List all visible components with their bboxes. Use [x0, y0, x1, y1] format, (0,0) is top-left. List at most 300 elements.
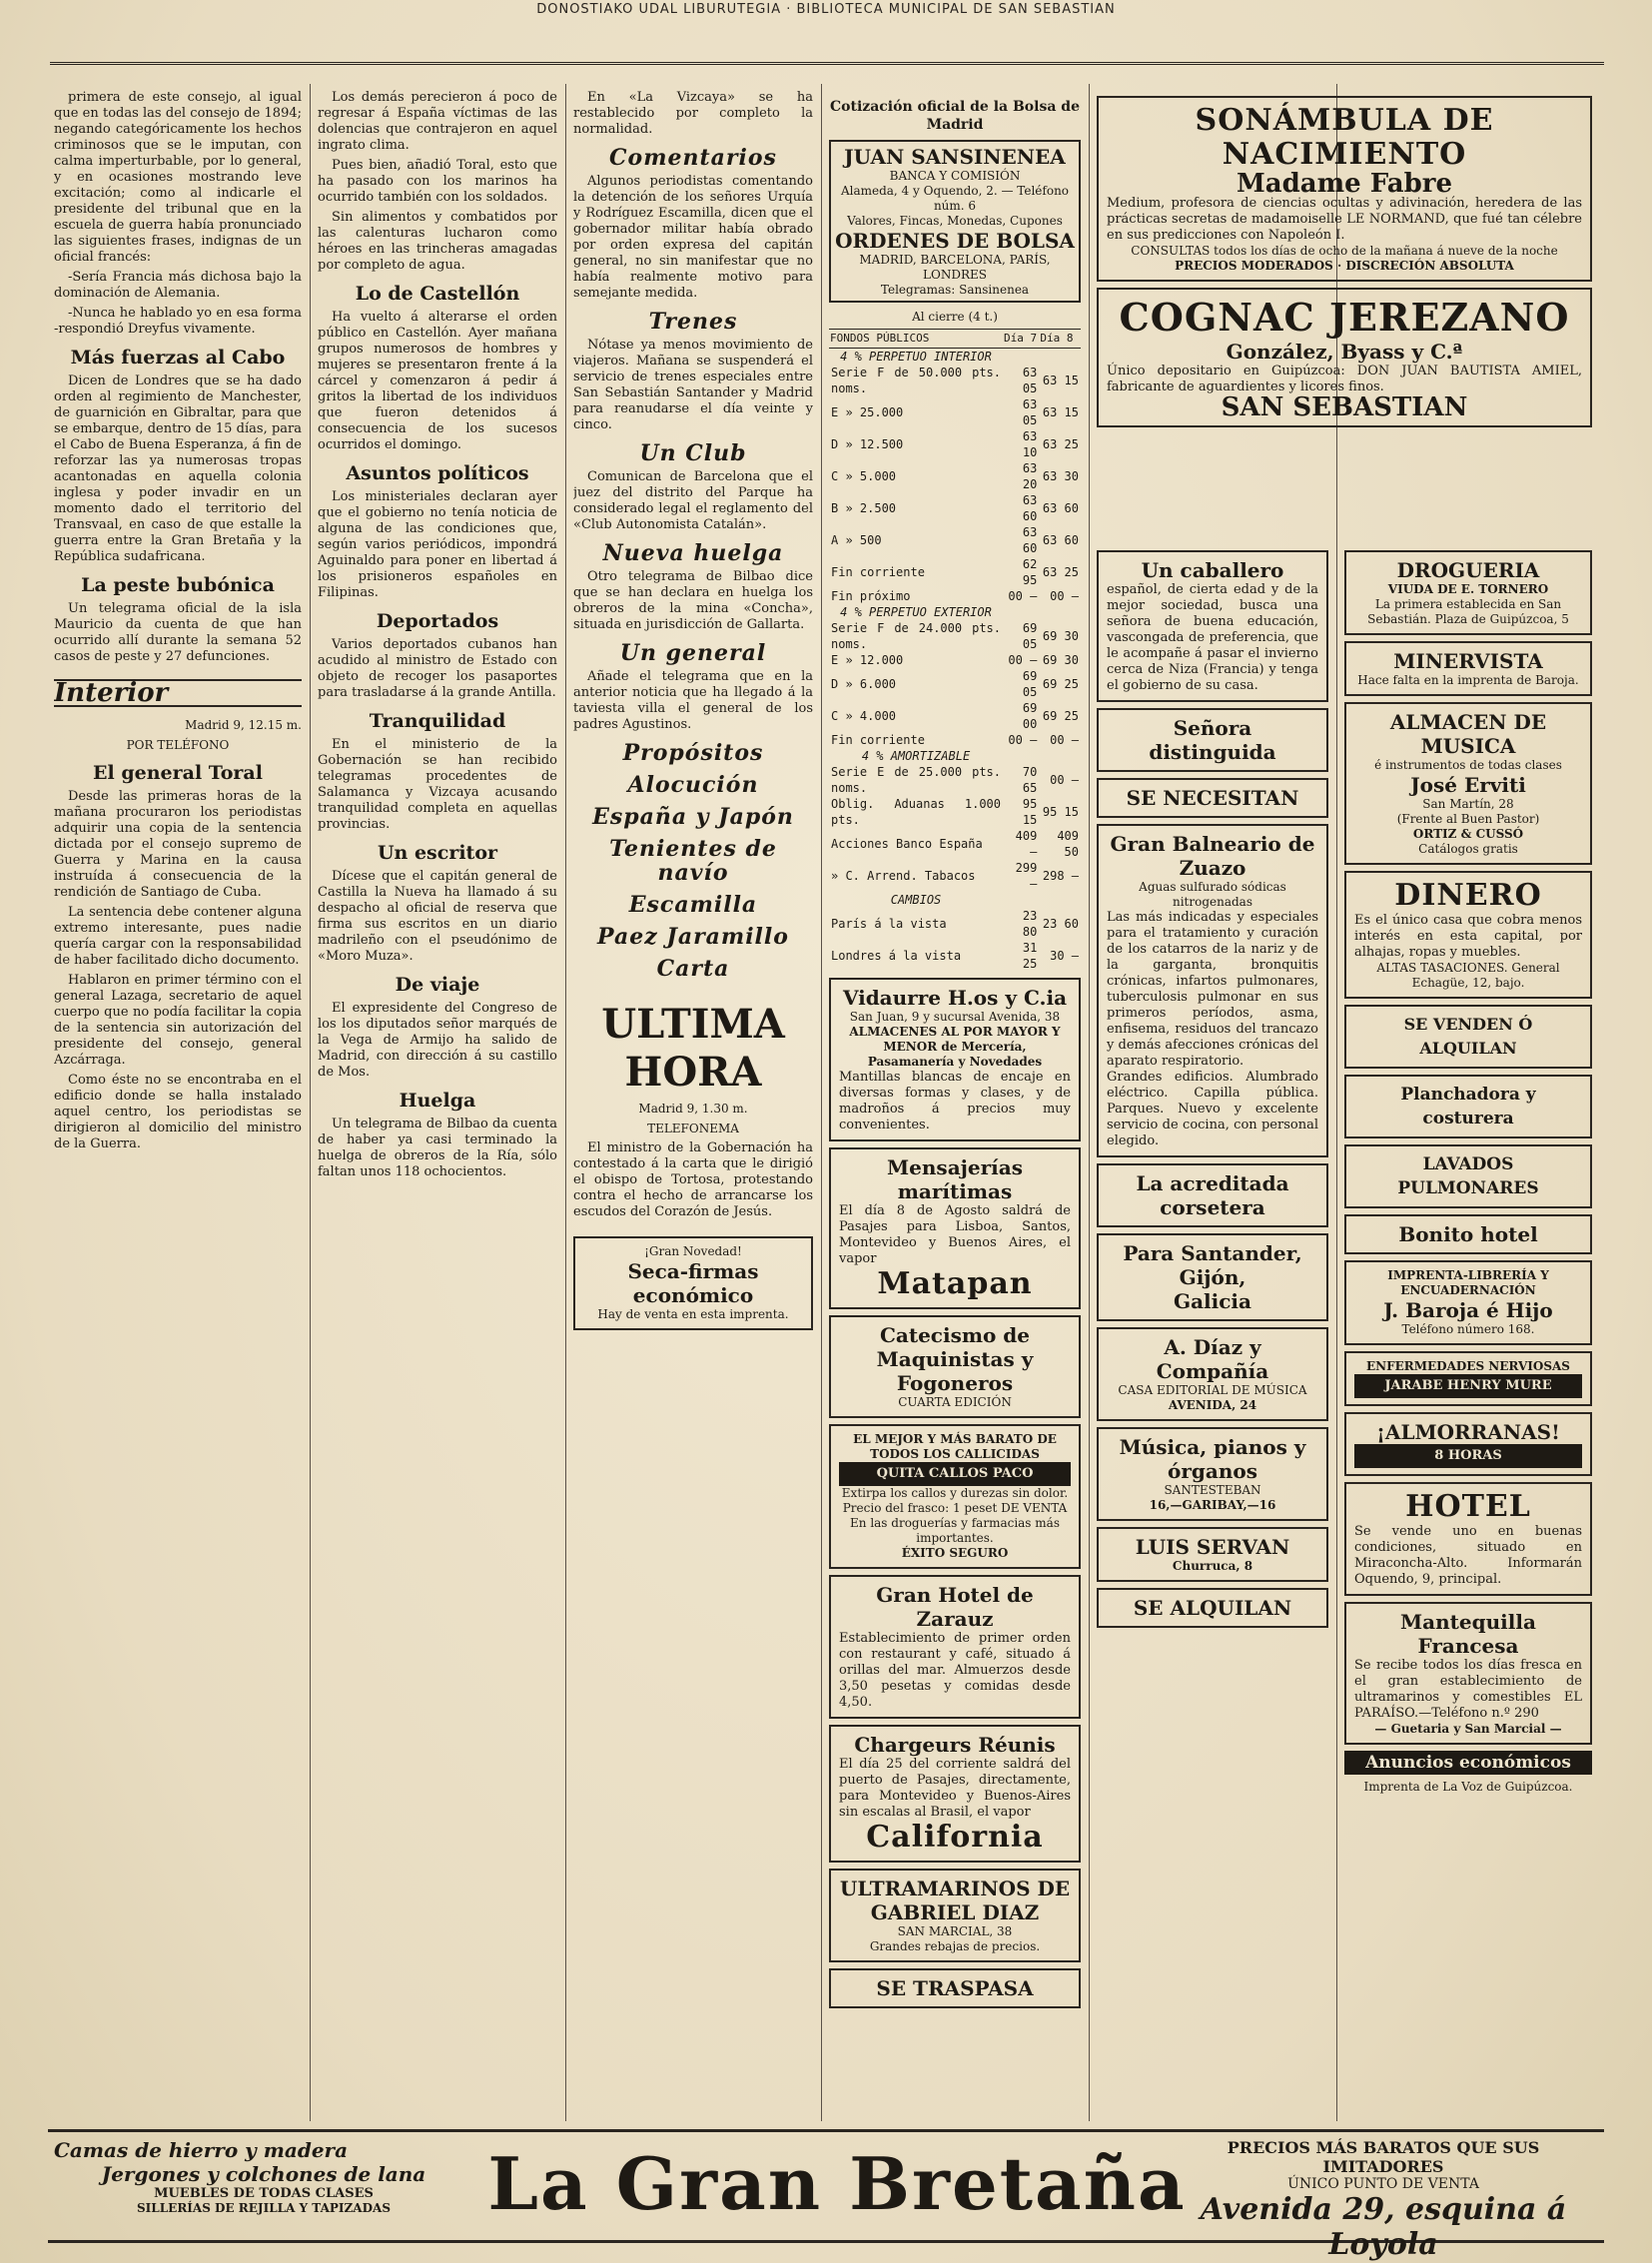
headline: Deportados	[376, 610, 499, 632]
table-cell: 4 % PERPETUO EXTERIOR	[840, 605, 992, 619]
ad-address: AVENIDA, 24	[1168, 1398, 1257, 1412]
dateline: POR TELÉFONO	[126, 738, 230, 752]
column-rule	[310, 84, 311, 2121]
ad-sansinenea	[829, 140, 1081, 303]
ad-body: Se vende uno en buenas condiciones, situado en Miraconcha-Alto. Informarán Oquendo, 9, principal.	[1354, 1524, 1582, 1587]
ad-title: LAVADOS PULMONARES	[1397, 1154, 1539, 1198]
article-text: Hablaron en primer término con el general Lazaga, secretario de aquel cuerpo que no podía facilitar la copia de la sentencia sin autorización del presidente del consejo, general Azcárraga.	[54, 973, 302, 1068]
ad-catecismo	[829, 1315, 1081, 1418]
headline: Tranquilidad	[369, 710, 506, 732]
article-text: Dicen de Londres que se ha dado orden al regimiento de Manchester, de guarnición en Gibraltar, para que se embarque, dentro de 15 días, para el Cabo de Buena Esperanza, á fin de reforzar las ya numerosas tropas acantonadas en aquella colonia inglesa y poder invadir en un momento dado el territorio del Transvaal, en caso de que estalle la guerra entre la Gran Bretaña y la República sudafricana.	[54, 374, 302, 564]
ad-lavados	[1344, 1144, 1592, 1208]
headline: Nueva huelga	[602, 540, 784, 566]
ad-body: Único depositario en Guipúzcoa: DON JUAN BAUTISTA AMIEL, fabricante de aguardientes y licores finos.	[1107, 364, 1582, 394]
article-text: Un telegrama de Bilbao da cuenta de haber ya casi terminado la huelga de obreros de la Ría, sólo faltan unos 118 ochocientos.	[318, 1117, 557, 1179]
headline: Un general	[619, 640, 767, 666]
ad-body: Hace falta en la imprenta de Baroja.	[1357, 673, 1579, 687]
table-cell: 69 30	[1042, 629, 1079, 643]
table-cell: 00 —	[1008, 733, 1038, 747]
ad-body: CUARTA EDICIÓN	[898, 1395, 1012, 1409]
ad-jarabe	[1344, 1351, 1592, 1406]
ad-title: Señora distinguida	[1149, 716, 1276, 764]
headline: Trenes	[648, 309, 738, 335]
ad-title: Mensajerías marítimas	[887, 1155, 1023, 1203]
top-rule	[50, 62, 1604, 65]
headline: Lo de Castellón	[355, 283, 520, 305]
table-cell: 63 60	[1022, 493, 1038, 523]
ad-vidaurre	[829, 978, 1081, 1141]
ad-body: ALMACENES AL POR MAYOR Y MENOR de Mercería, Pasamanería y Novedades	[849, 1025, 1061, 1069]
article-text: El ministro de la Gobernación ha contestado á la carta que le dirigió el obispo de Tortosa, protestando contra el hecho de arrancarse los escudos del Corazón de Jesús.	[573, 1140, 813, 1219]
ad-corsetera	[1097, 1163, 1328, 1227]
footer-ad-gran-bretana	[48, 2129, 1604, 2262]
dateline: TELEFONEMA	[647, 1122, 739, 1135]
ad-subtitle: González, Byass y C.ª	[1226, 340, 1463, 364]
ad-title: José Erviti	[1410, 773, 1526, 797]
headline: Huelga	[399, 1090, 476, 1112]
table-cell: 63 60	[1042, 533, 1079, 547]
ad-title: LUIS SERVAN	[1135, 1535, 1290, 1559]
ad-dinero	[1344, 871, 1592, 999]
ad-title: Matapan	[877, 1266, 1033, 1301]
ad-mantequilla	[1344, 1602, 1592, 1745]
ad-title: ORDENES DE BOLSA	[835, 229, 1075, 253]
table-cell: Fin corriente	[831, 733, 925, 747]
table-cell: 63 30	[1042, 469, 1079, 483]
table-cell: E » 12.000	[831, 653, 904, 667]
table-cell: 00 —	[1050, 773, 1079, 787]
ad-title: SE VENDEN Ó ALQUILAN	[1403, 1015, 1533, 1058]
table-row	[829, 428, 1081, 460]
footer-line: Avenida 29, esquina á Loyola	[1200, 2192, 1567, 2262]
ad-santesteban	[1097, 1427, 1328, 1521]
headline: La peste bubónica	[81, 574, 275, 596]
article-text: -Sería Francia más dichosa bajo la dominación de Alemania.	[54, 270, 302, 301]
ad-title: DROGUERIA	[1396, 558, 1540, 582]
ad-title: Música, pianos y órganos	[1119, 1435, 1306, 1483]
table-cell: 63 05	[1022, 397, 1038, 427]
ad-body: Alameda, 4 y Oquendo, 2. — Teléfono núm. 6	[840, 184, 1070, 213]
table-cell: C » 5.000	[831, 469, 897, 483]
article-text: Pues bien, añadió Toral, esto que ha pasado con los marinos ha ocurrido también con los soldados.	[318, 158, 557, 205]
ad-body: Telegramas: Sansinenea	[880, 283, 1030, 297]
ad-title: Galicia	[1174, 1289, 1251, 1313]
headline: Alocución	[627, 772, 759, 798]
table-cell	[1003, 748, 1039, 764]
anuncios-economicos-heading: Anuncios económicos	[1344, 1751, 1592, 1775]
ad-quita-callos	[829, 1424, 1081, 1569]
ad-body: español, de cierta edad y de la mejor sociedad, busca una señora de buena educación, vascongada de preferencia, que le acompañe á pasar el invierno cerca de Niza (Francia) y tenga el gobierno de su casa.	[1107, 582, 1318, 693]
table-cell: París á la vista	[831, 917, 947, 931]
table-cell: 63 20	[1022, 461, 1038, 491]
table-cell: 69 05	[1022, 621, 1038, 651]
table-cell: CAMBIOS	[890, 893, 942, 907]
ad-body: Valores, Fincas, Monedas, Cupones	[847, 214, 1063, 228]
table-row	[829, 396, 1081, 428]
ad-traspasa	[829, 1968, 1081, 2008]
table-cell: 409 —	[1015, 829, 1038, 859]
table-row	[829, 349, 1081, 366]
table-row	[829, 732, 1081, 748]
ad-balneario	[1097, 824, 1328, 1157]
table-row	[829, 524, 1081, 556]
table-cell: 31 25	[1022, 941, 1038, 971]
column-2	[318, 90, 557, 2117]
ad-planchadora	[1344, 1075, 1592, 1138]
ad-body: Es el único casa que cobra menos interés en esta capital, por alhajas, ropas y muebles.	[1354, 913, 1582, 960]
table-cell: 69 30	[1042, 653, 1079, 667]
ad-city: SAN SEBASTIAN	[1221, 392, 1468, 422]
ad-title: MINERVISTA	[1393, 649, 1543, 673]
headline: Tenientes de navío	[609, 836, 777, 886]
ad-body: Se recibe todos los días fresca en el gran establecimiento de ultramarinos y comestibles EL PARAÍSO.—Teléfono n.º 290	[1354, 1658, 1582, 1721]
table-row	[829, 588, 1081, 604]
table-cell: Serie F de 50.000 pts. noms.	[831, 366, 1001, 395]
ad-body: CONSULTAS todos los días de ocho de la mañana á nueve de la noche	[1131, 244, 1558, 258]
ad-body: Establecimiento de primer orden con restaurant y café, situado á orillas del mar. Almuerzos desde 3,50 pesetas y comidas desde 4,50.	[839, 1631, 1071, 1710]
headline: Comentarios	[609, 145, 777, 171]
article-text: El expresidente del Congreso de los los diputados señor marqués de la Vega de Armijo ha salido de Madrid, con dirección á su castillo de Mos.	[318, 1001, 557, 1080]
ad-almorranas	[1344, 1412, 1592, 1476]
section-heading: Interior	[54, 679, 302, 707]
ad-diaz	[1097, 1327, 1328, 1421]
ad-hotel	[1344, 1482, 1592, 1596]
quotes-table	[829, 329, 1081, 972]
ad-body: Teléfono número 168.	[1401, 1322, 1535, 1336]
quotes-header: Día 7	[1003, 330, 1039, 349]
ad-title: Bonito hotel	[1398, 1222, 1538, 1246]
table-row	[829, 700, 1081, 732]
ad-title: SE ALQUILAN	[1133, 1596, 1292, 1620]
ad-body: Extirpa los callos y durezas sin dolor. Precio del frasco: 1 peset DE VENTA En las droguerías y farmacias más importantes.	[841, 1486, 1069, 1545]
ad-subtitle: CASA EDITORIAL DE MÚSICA	[1118, 1383, 1307, 1397]
ad-body: ORTIZ & CUSSÓ	[1412, 827, 1524, 841]
table-row	[829, 556, 1081, 588]
table-cell: E » 25.000	[831, 405, 904, 419]
footer-line: MUEBLES DE TODAS CLASES	[154, 2186, 374, 2201]
article-text: Como éste no se encontraba en el edificio donde se halla instalado aquel centro, los periodistas se dirigieron al domicilio del ministro de la Guerra.	[54, 1073, 302, 1151]
article-text: primera de este consejo, al igual que en todas las del consejo de 1894; negando categóricamente los hechos criminosos que se le imputan, con calma imperturbable, por lo general, y en ocasiones mostrando leve excitación; como al indicarle el presidente del tribunal que en la escuela de guerra había pronunciado las siguientes frases, indignas de un oficial francés:	[54, 90, 302, 265]
ad-title: Mantequilla Francesa	[1400, 1610, 1536, 1658]
ad-senora	[1097, 708, 1328, 772]
ad-necesitan	[1097, 778, 1328, 818]
footer-line: SILLERÍAS DE REJILLA Y TAPIZADAS	[137, 2201, 391, 2215]
article-text: Comunican de Barcelona que el juez del distrito del Parque ha considerado legal el reglamento del «Club Autonomista Catalán».	[573, 469, 813, 532]
footer-line: PRECIOS MÁS BARATOS QUE SUS IMITADORES	[1227, 2138, 1540, 2176]
table-cell	[1003, 892, 1039, 908]
quotes-body	[829, 349, 1081, 973]
table-cell: 69 25	[1042, 677, 1079, 691]
ad-address: San Martín, 28	[1422, 797, 1514, 811]
quotes-header: FONDOS PÚBLICOS	[829, 330, 1003, 349]
ad-body: Mantillas blancas de encaje en diversas formas y clases, y de madroños á precios muy convenientes.	[839, 1070, 1071, 1132]
ad-title: COGNAC JEREZANO	[1119, 295, 1570, 340]
ad-title: ¡ALMORRANAS!	[1376, 1420, 1560, 1444]
article-text: Varios deportados cubanos han acudido al ministro de Estado con objeto de recoger los pasaportes para trasladarse á la grande Antilla.	[318, 637, 557, 700]
headline: Propósitos	[622, 740, 764, 766]
ad-alquilan	[1097, 1588, 1328, 1628]
headline: Asuntos políticos	[346, 462, 529, 484]
table-cell: 23 60	[1042, 917, 1079, 931]
imprint: Imprenta de La Voz de Guipúzcoa.	[1363, 1780, 1573, 1794]
column-3	[573, 90, 813, 2117]
table-cell	[1003, 604, 1039, 620]
table-row	[829, 828, 1081, 860]
table-row	[829, 892, 1081, 908]
ad-imprenta	[1344, 1260, 1592, 1345]
ad-title: Catecismo de Maquinistas y Fogoneros	[876, 1323, 1034, 1395]
headline: De viaje	[395, 974, 480, 996]
ad-body: ALTAS TASACIONES. General Echagüe, 12, bajo.	[1376, 961, 1560, 990]
table-cell: C » 4.000	[831, 709, 897, 723]
ad-title: Gran Hotel de Zarauz	[876, 1583, 1034, 1631]
ad-body: Hay de venta en esta imprenta.	[597, 1307, 789, 1321]
ad-seca-firmas	[573, 1236, 813, 1330]
ad-subtitle: Aguas sulfurado sódicas nitrogenadas	[1139, 880, 1286, 909]
table-cell: 69 00	[1022, 701, 1038, 731]
column-5	[1097, 544, 1328, 2117]
table-cell	[1003, 349, 1039, 366]
table-cell: 4 % AMORTIZABLE	[861, 749, 971, 763]
ad-hotel-zarauz	[829, 1575, 1081, 1719]
table-row	[829, 796, 1081, 828]
column-4	[829, 90, 1081, 2117]
article-text: Sin alimentos y combatidos por las calenturas lucharon como héroes en las trincheras amagadas por completo de agua.	[318, 210, 557, 273]
table-cell: 63 60	[1022, 525, 1038, 555]
table-cell: 63 25	[1042, 565, 1079, 579]
ad-title: HOTEL	[1405, 1489, 1531, 1524]
article-text: La sentencia debe contener alguna extremo interesante, pues nadie quería cargar con la responsabilidad de haber facilitado dicho documento.	[54, 905, 302, 968]
ad-body: El día 25 del corriente saldrá del puerto de Pasajes, directamente, para Montevideo y Buenos-Aires sin escalas al Brasil, el vapor	[839, 1757, 1071, 1820]
table-row	[829, 764, 1081, 796]
ad-subtitle: é instrumentos de todas clases	[1374, 758, 1562, 772]
column-rule	[565, 84, 566, 2121]
table-cell: 409 50	[1057, 829, 1079, 859]
column-rule	[821, 84, 822, 2121]
table-cell: A » 500	[831, 533, 882, 547]
ad-title: Para Santander, Gijón,	[1123, 1241, 1302, 1289]
table-row	[829, 652, 1081, 668]
table-cell: 70 65	[1022, 765, 1038, 795]
ad-sonambula	[1097, 96, 1592, 282]
footer-title: La Gran Bretaña	[487, 2141, 1187, 2226]
ad-chargeurs	[829, 1725, 1081, 1863]
dateline: Madrid 9, 12.15 m.	[185, 718, 302, 732]
table-cell: 63 25	[1042, 437, 1079, 451]
footer-line: ÚNICO PUNTO DE VENTA	[1287, 2176, 1479, 2192]
column-6	[1344, 544, 1592, 2117]
table-cell: 298 —	[1042, 869, 1079, 883]
ad-body: El día 8 de Agosto saldrá de Pasajes para Lisboa, Santos, Montevideo y Buenos Aires, el vapor	[839, 1203, 1071, 1266]
headline: Escamilla	[628, 892, 758, 918]
table-cell	[1039, 892, 1081, 908]
article-text: Desde las primeras horas de la mañana procuraron los periodistas adquirir una copia de la sentencia dictada por el consejo supremo de Guerra y Marina en la causa instruída á consecuencia de la rendición de Santiago de Cuba.	[54, 789, 302, 900]
ad-subtitle: ENFERMEDADES NERVIOSAS	[1366, 1359, 1570, 1373]
ad-title: DINERO	[1394, 878, 1542, 913]
headline: Un escritor	[377, 842, 498, 864]
table-cell: Acciones Banco España	[831, 837, 983, 851]
headline: Un Club	[639, 440, 747, 466]
headline: Paez Jaramillo	[597, 924, 789, 950]
ad-luis-servan	[1097, 1527, 1328, 1582]
ad-address: — Guetaria y San Marcial —	[1374, 1722, 1562, 1736]
ad-title: Gran Balneario de Zuazo	[1110, 832, 1315, 880]
ad-title: SE NECESITAN	[1126, 786, 1299, 810]
article-text: Otro telegrama de Bilbao dice que se han declara en huelga los obreros de la mina «Concha», situada en jurisdicción de Gallarta.	[573, 569, 813, 632]
ad-drogueria	[1344, 550, 1592, 635]
ad-body: La primera establecida en San Sebastián. Plaza de Guipúzcoa, 5	[1367, 597, 1569, 626]
table-row	[829, 748, 1081, 764]
article-text: Ha vuelto á alterarse el orden público en Castellón. Ayer mañana grupos numerosos de hombres y mujeres se presentaron frente á la cárcel y comenzaron á pedir á gritos la libertad de los individuos que fueron detenidos á consecuencia de los sucesos ocurridos el domingo.	[318, 310, 557, 452]
table-cell: Serie E de 25.000 pts. noms.	[831, 765, 1001, 795]
article-text: Añade el telegrama que en la anterior noticia que ha llegado á la taviesta villa el general de los padres Agustinos.	[573, 669, 813, 732]
ad-body: Medium, profesora de ciencias ocultas y adivinación, heredera de las prácticas secretas de madamoiselle LE NORMAND, que fué tan célebre en sus predicciones con Napoleón I.	[1107, 196, 1582, 243]
archive-header: DONOSTIAKO UDAL LIBURUTEGIA · BIBLIOTECA MUNICIPAL DE SAN SEBASTIAN	[536, 2, 1116, 17]
ad-side-label: ¡Gran Novedad!	[644, 1244, 742, 1258]
footer-line: Camas de hierro y madera	[54, 2138, 349, 2162]
ad-body: (Frente al Buen Pastor)	[1396, 812, 1540, 826]
ad-title: J. Baroja é Hijo	[1383, 1298, 1553, 1322]
headline: España y Japón	[592, 804, 794, 830]
ad-body: Grandes rebajas de precios.	[869, 1939, 1041, 1953]
table-cell: 63 15	[1042, 374, 1079, 387]
headline: El general Toral	[93, 762, 263, 784]
ad-title: Vidaurre H.os y C.ia	[842, 986, 1068, 1010]
ad-subtitle: VIUDA DE E. TORNERO	[1387, 582, 1549, 596]
ad-title: Un caballero	[1141, 558, 1284, 582]
ad-subtitle: Madame Fabre	[1236, 169, 1453, 199]
table-row	[829, 668, 1081, 700]
table-cell: 00 —	[1050, 589, 1079, 603]
ad-title: A. Díaz y Compañía	[1156, 1335, 1269, 1383]
headline: Más fuerzas al Cabo	[70, 347, 286, 369]
ad-body: PRECIOS MODERADOS · DISCRECIÓN ABSOLUTA	[1175, 259, 1514, 273]
article-text: Algunos periodistas comentando la detención de los señores Urquía y Rodríguez Escamilla, dicen que el gobernador militar había obrado por orden expresa del capitán general, no sin manifestar que no había realmente motivo para semejante medida.	[573, 174, 813, 301]
table-cell: 95 15	[1022, 797, 1038, 827]
article-text: Dícese que el capitán general de Castilla la Nueva ha llamado á su despacho al oficial de reserva que firma sus escritos en un diario madrileño con el pseudónimo de «Moro Muza».	[318, 869, 557, 964]
table-cell	[1039, 748, 1081, 764]
ad-title: California	[866, 1820, 1044, 1855]
quotes-header: Día 8	[1039, 330, 1081, 349]
column-1	[54, 90, 302, 2117]
ad-title: Chargeurs Réunis	[854, 1733, 1056, 1757]
ad-brand: QUITA CALLOS PACO	[839, 1462, 1071, 1486]
ad-title: SE TRASPASA	[876, 1976, 1034, 2000]
ad-venden	[1344, 1005, 1592, 1069]
table-cell: 299 —	[1015, 861, 1038, 891]
ad-address: 16,—GARIBAY,—16	[1149, 1498, 1276, 1512]
table-cell: D » 12.500	[831, 437, 904, 451]
table-row	[829, 492, 1081, 524]
table-cell: » C. Arrend. Tabacos	[831, 869, 976, 883]
article-text: Los demás perecieron á poco de regresar á España víctimas de las dolencias que contrajeron en aquel ingrato clima.	[318, 90, 557, 153]
ad-title: La acreditada corsetera	[1136, 1171, 1289, 1219]
table-cell: B » 2.500	[831, 501, 897, 515]
ad-title: JUAN SANSINENEA	[844, 145, 1066, 169]
article-text: Los ministeriales declaran ayer que el gobierno no tenía noticia de alguna de las condiciones que, según varios periódicos, impondrá Aguinaldo para poner en libertad á los prisioneros españoles en Filipinas.	[318, 489, 557, 600]
ad-minervista	[1344, 641, 1592, 696]
ad-body: San Juan, 9 y sucursal Avenida, 38	[849, 1010, 1061, 1024]
ad-bonito-hotel	[1344, 1214, 1592, 1254]
article-text: En «La Vizcaya» se ha restablecido por completo la normalidad.	[573, 90, 813, 137]
ad-body: MADRID, BARCELONA, PARÍS, LONDRES	[859, 253, 1051, 282]
ad-title: Seca-firmas económico	[627, 1259, 759, 1307]
ad-mensajerias	[829, 1147, 1081, 1309]
table-cell: 95 15	[1042, 805, 1079, 819]
article-text: En el ministerio de la Gobernación se han recibido telegramas procedentes de Salamanca y Vizcaya acusando tranquilidad completa en aquellas provincias.	[318, 737, 557, 832]
article-text: Nótase ya menos movimiento de viajeros. Mañana se suspenderá el servicio de trenes especiales entre San Sebastián Santander y Madrid para reanudarse el día veinte y cinco.	[573, 338, 813, 432]
ad-body: SAN MARCIAL, 38	[897, 1924, 1013, 1938]
ad-subtitle: SANTESTEBAN	[1164, 1483, 1261, 1497]
table-cell: 30 —	[1050, 949, 1079, 963]
footer-left	[54, 2138, 473, 2215]
ad-title: JARABE HENRY MURE	[1354, 1374, 1582, 1398]
table-row	[829, 604, 1081, 620]
ad-almacen-musica	[1344, 702, 1592, 865]
headline: Carta	[656, 956, 730, 982]
ad-caballero	[1097, 550, 1328, 702]
table-cell	[1039, 604, 1081, 620]
table-cell: 62 95	[1022, 557, 1038, 587]
table-cell: Oblig. Aduanas 1.000 pts.	[831, 797, 1001, 827]
ad-seal: ÉXITO SEGURO	[901, 1546, 1009, 1560]
table-cell: 23 80	[1022, 909, 1038, 939]
quotes-header-row	[829, 330, 1081, 349]
table-row	[829, 620, 1081, 652]
column-rule	[1089, 84, 1090, 2121]
table-row	[829, 365, 1081, 396]
ad-subtitle: IMPRENTA-LIBRERÍA Y ENCUADERNACIÓN	[1387, 1268, 1549, 1297]
bolsa-close: Al cierre (4 t.)	[912, 310, 998, 324]
table-row	[829, 940, 1081, 972]
ad-title: EL MEJOR Y MÁS BARATO DE TODOS LOS CALLICIDAS	[853, 1432, 1057, 1461]
ad-body: Grandes edificios. Alumbrado eléctrico. Capilla pública. Parques. Nuevo y excelente servicio de cocina, con personal elegido.	[1107, 1070, 1318, 1148]
table-row	[829, 908, 1081, 940]
dateline: Madrid 9, 1.30 m.	[638, 1102, 748, 1116]
table-cell: 63 60	[1042, 501, 1079, 515]
table-cell: 69 05	[1022, 669, 1038, 699]
article-text: -Nunca he hablado yo en esa forma -respondió Dreyfus vivamente.	[54, 306, 302, 337]
ad-body: BANCA Y COMISIÓN	[889, 169, 1021, 183]
bolsa-title: Cotización oficial de la Bolsa de Madrid	[830, 99, 1080, 133]
ad-ultramarinos	[829, 1869, 1081, 1962]
ad-body: Las más indicadas y especiales para el tratamiento y curación de los catarros de la nariz y de la garganta, bronquitis crónicas, infartos pulmonares, tuberculosis pulmonar en sus primeros períodos, asma, enfisema, residuos del trancazo y demás afecciones crónicas del aparato respiratorio.	[1107, 910, 1318, 1069]
table-cell: 63 15	[1042, 405, 1079, 419]
ad-cognac	[1097, 288, 1592, 427]
table-cell: Fin próximo	[831, 589, 911, 603]
table-cell: Serie F de 24.000 pts. noms.	[831, 621, 1001, 651]
ad-title: SONÁMBULA DE NACIMIENTO	[1195, 103, 1494, 172]
ad-title: ULTRAMARINOS DE GABRIEL DIAZ	[839, 1877, 1071, 1924]
table-row	[829, 860, 1081, 892]
ad-santander	[1097, 1233, 1328, 1321]
footer-line: Jergones y colchones de lana	[101, 2162, 426, 2186]
ultima-hora-heading: ULTIMA HORA	[601, 1001, 785, 1096]
footer-right	[1169, 2138, 1598, 2262]
ad-subtitle: 8 HORAS	[1354, 1444, 1582, 1468]
article-text: Un telegrama oficial de la isla Mauricio da cuenta de que han ocurrido allí durante la semana 52 casos de peste y 27 defunciones.	[54, 601, 302, 664]
table-cell: 63 05	[1022, 366, 1038, 395]
table-cell: D » 6.000	[831, 677, 897, 691]
table-cell: 4 % PERPETUO INTERIOR	[840, 350, 992, 364]
table-cell: 00 —	[1008, 589, 1038, 603]
ad-title: Planchadora y costurera	[1400, 1085, 1536, 1129]
table-cell: 69 25	[1042, 709, 1079, 723]
table-cell: 00 —	[1050, 733, 1079, 747]
table-cell: Fin corriente	[831, 565, 925, 579]
table-row	[829, 460, 1081, 492]
table-cell: 63 10	[1022, 429, 1038, 459]
